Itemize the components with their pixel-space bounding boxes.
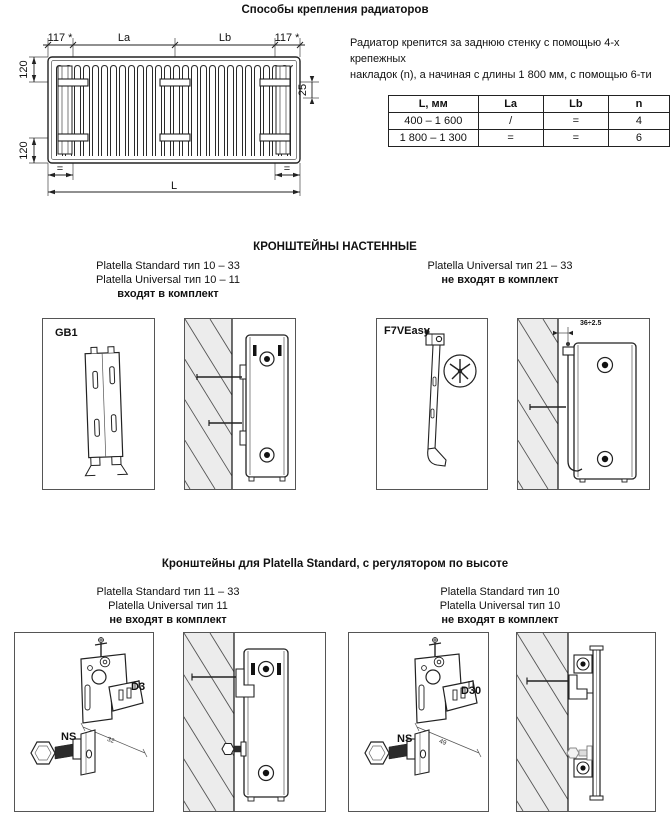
dim-120-top: 120 xyxy=(18,60,30,79)
page-title: Способы крепления радиаторов xyxy=(241,4,429,16)
wall-hatch xyxy=(518,319,558,489)
d30-panel xyxy=(348,632,489,812)
gb1-panel xyxy=(42,318,155,490)
table-row xyxy=(389,113,670,130)
d30-wall-section-drawing xyxy=(517,633,655,811)
d30-install-panel xyxy=(516,632,656,812)
f7veasy-wall-section-drawing xyxy=(518,319,649,489)
table-header-la: La xyxy=(478,96,543,113)
radiator-dimension-drawing xyxy=(15,28,345,208)
table-cell: = xyxy=(478,130,543,147)
f7veasy-install-panel xyxy=(517,318,650,490)
caption-line: Platella Standard тип 10 – 33 xyxy=(96,260,240,272)
table-row xyxy=(389,130,670,147)
gb1-bracket-drawing xyxy=(43,319,154,489)
d30-label: D30 xyxy=(461,685,482,697)
dim-117-right: 117 * xyxy=(274,32,300,44)
caption-line: Platella Universal тип 11 xyxy=(108,600,228,612)
table-cell: 4 xyxy=(608,113,669,130)
wall-hatch xyxy=(185,319,232,489)
caption-line: Platella Universal тип 21 – 33 xyxy=(427,260,573,272)
mounting-note-line2: накладок (n), а начиная с длины 1 800 мм, с помощью 6-ти xyxy=(350,69,652,81)
caption-line: Platella Standard тип 11 – 33 xyxy=(96,586,240,598)
dim-la: La xyxy=(117,32,131,44)
height-brackets-right-caption xyxy=(370,585,630,627)
table-header-n: n xyxy=(608,96,669,113)
caption-line: Platella Universal тип 10 – 11 xyxy=(95,274,241,286)
caption-note: входят в комплект xyxy=(117,288,219,300)
d3-bracket-drawing xyxy=(15,633,153,811)
caption-note: не входят в комплект xyxy=(441,614,559,626)
d3-depth-dim: 32 xyxy=(106,735,116,746)
dim-25: 25 xyxy=(297,83,309,97)
d3-wall-section-drawing xyxy=(184,633,325,811)
f7veasy-label: F7VEasy xyxy=(384,325,430,337)
clip-detail-circle xyxy=(444,355,476,387)
gb1-wall-section-drawing xyxy=(185,319,295,489)
dim-eq-right: = xyxy=(283,163,291,175)
radiator-side-view xyxy=(244,649,288,801)
table-cell: 1 800 – 1 300 xyxy=(389,130,479,147)
ns-label: NS xyxy=(397,733,413,745)
dim-120-bottom: 120 xyxy=(18,141,30,160)
table-cell: = xyxy=(543,113,608,130)
mounting-note-line1: Радиатор крепится за заднюю стенку с помощью 4-х крепежных xyxy=(350,37,620,65)
mounting-note xyxy=(350,35,668,83)
f7veasy-bracket-drawing xyxy=(377,319,487,489)
wall-hatch xyxy=(517,633,568,811)
f7veasy-panel xyxy=(376,318,488,490)
caption-line: Platella Universal тип 10 xyxy=(439,600,561,612)
table-cell: 6 xyxy=(608,130,669,147)
table-cell: = xyxy=(543,130,608,147)
caption-note: не входят в комплект xyxy=(109,614,227,626)
gb1-label: GB1 xyxy=(55,327,78,339)
dim-eq-left: = xyxy=(56,163,64,175)
height-brackets-left-caption xyxy=(38,585,298,627)
wall-brackets-right-caption xyxy=(370,259,630,287)
table-cell: / xyxy=(478,113,543,130)
d3-panel xyxy=(14,632,154,812)
mount-depth-dim: 36÷2.5 xyxy=(580,320,602,327)
table-header-row xyxy=(389,96,670,113)
mounting-table xyxy=(388,95,670,147)
wall-brackets-title: КРОНШТЕЙНЫ НАСТЕННЫЕ xyxy=(253,241,417,253)
wall-brackets-left-caption xyxy=(38,259,298,301)
radiator-side-view xyxy=(574,343,636,482)
table-header-l: L, мм xyxy=(389,96,479,113)
d30-depth-dim: 49 xyxy=(438,737,448,748)
radiator-side-view xyxy=(246,335,288,481)
height-brackets-title: Кронштейны для Platella Standard, с регулятором по высоте xyxy=(161,558,509,570)
dim-length: L xyxy=(170,180,178,192)
d3-install-panel xyxy=(183,632,326,812)
ns-label: NS xyxy=(61,731,77,743)
radiator-front-view xyxy=(48,57,300,163)
thin-panel-side-view xyxy=(574,646,603,800)
d30-bracket-drawing xyxy=(349,633,488,811)
dim-lb: Lb xyxy=(218,32,232,44)
d3-label: D3 xyxy=(131,681,146,693)
dim-117-left: 117 * xyxy=(47,32,73,44)
caption-line: Platella Standard тип 10 xyxy=(440,586,560,598)
ns-bolt-side xyxy=(567,746,592,760)
table-cell: 400 – 1 600 xyxy=(389,113,479,130)
gb1-install-panel xyxy=(184,318,296,490)
caption-note: не входят в комплект xyxy=(441,274,559,286)
table-header-lb: Lb xyxy=(543,96,608,113)
